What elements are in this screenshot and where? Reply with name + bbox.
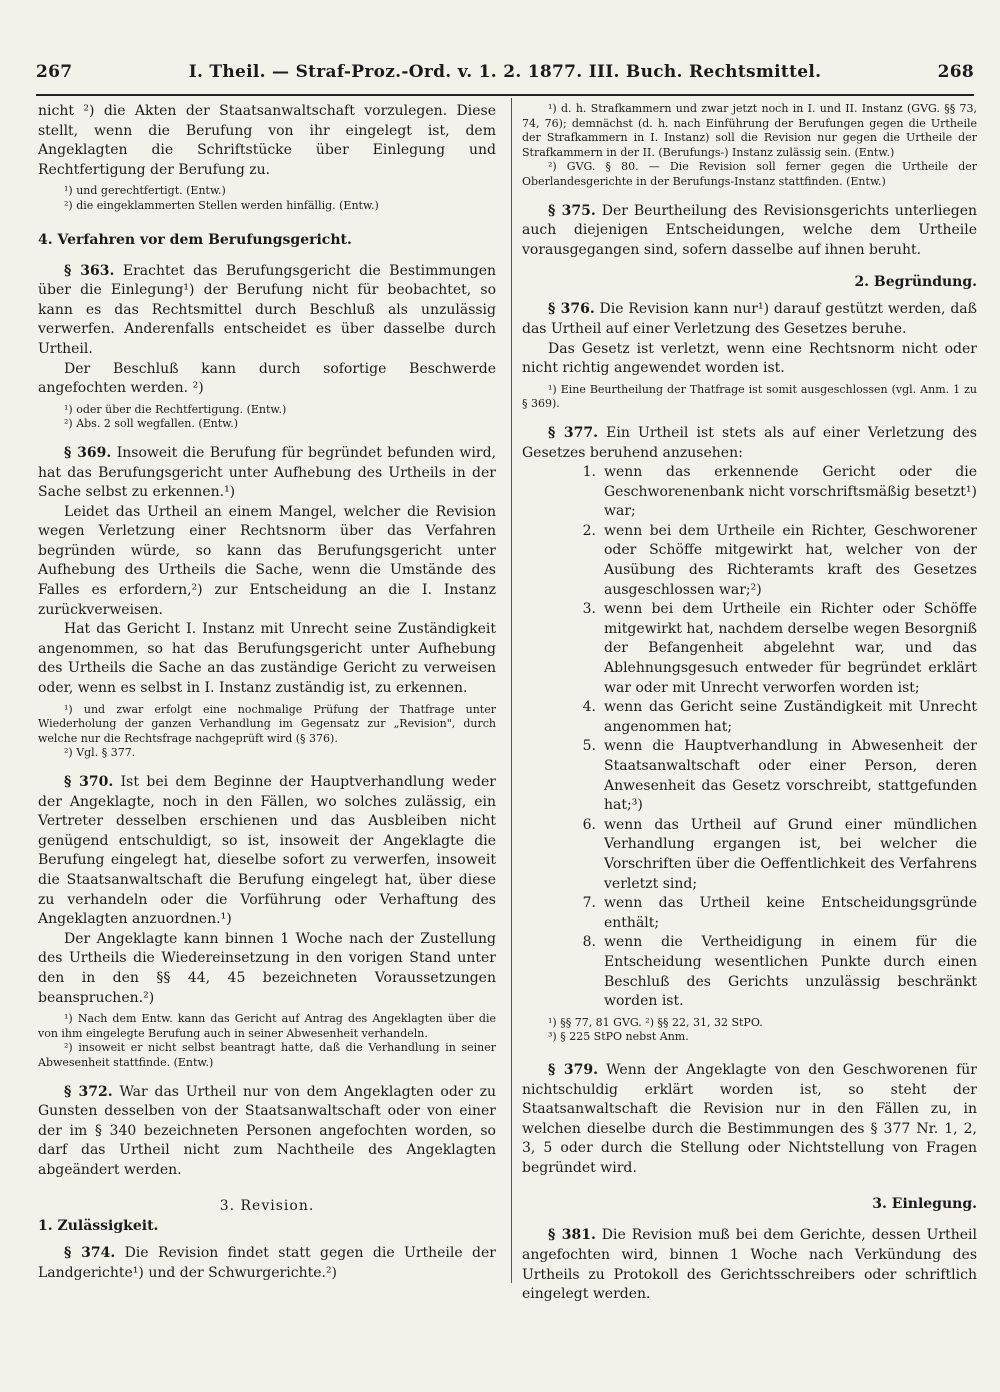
section-number: § 377.: [548, 424, 598, 441]
footnote: ¹) und zwar erfolgt eine nochmalige Prüfung der Thatfrage unter Wiederholung der ganzen Verhandlung im Gegensatz zur „Revision", durch welche nur die Rechtsfrage nachgeprüft wird (§ 376).: [38, 702, 496, 745]
paragraph-text: Ist bei dem Beginne der Hauptverhandlung weder der Angeklagte, noch in den Fällen, wo solches zulässig, ein Vertreter desselben erschienen und das Ausbleiben nicht genügend entschuldigt, so ist, insoweit der Angeklagte die Berufung eingelegt hat, dieselbe sofort zu verwerfen, insoweit die Staatsanwaltschaft die Berufung eingelegt hat, über diese zu verhandeln oder die Vorführung oder Verhaftung des Angeklagten anzuordnen.¹): [38, 774, 496, 928]
paragraph: Der Angeklagte kann binnen 1 Woche nach der Zustellung des Urtheils die Wiedereinsetzung in den vorigen Stand unter den in den §§ 44, 45 bezeichneten Voraussetzungen beanspruchen.²): [38, 930, 496, 1006]
section-heading: 1. Zulässigkeit.: [38, 1218, 159, 1235]
item-number: 8.: [582, 934, 596, 951]
section-number: § 369.: [64, 444, 112, 461]
section-number: § 381.: [548, 1227, 596, 1244]
section-number: § 376.: [548, 301, 595, 318]
section-number: § 374.: [64, 1245, 116, 1262]
paragraph-text: Ein Urtheil ist stets als auf einer Verletzung des Gesetzes beruhend anzusehen:: [522, 424, 977, 461]
paragraph-375: [522, 202, 977, 261]
list-item: [522, 933, 977, 1011]
section-number: § 363.: [64, 262, 115, 279]
paragraph-379: [522, 1061, 977, 1179]
item-number: 5.: [582, 738, 596, 755]
item-number: 3.: [582, 601, 596, 618]
running-header: [36, 62, 974, 92]
section-number: § 370.: [64, 774, 114, 790]
list-item: [522, 522, 977, 600]
paragraph-text: Der Beurtheilung des Revisionsgerichts unterliegen auch diejenigen Entscheidungen, welche dem Urtheile vorausgegangen sind, sofern dasselbe auf ihnen beruht.: [522, 202, 977, 258]
paragraph-text: Insoweit die Berufung für begründet befunden wird, hat das Berufungsgericht unter Aufhebung des Urtheils in der Sache selbst zu erkennen.¹): [38, 444, 497, 501]
column-divider: [511, 98, 512, 1283]
footnote: ¹) Nach dem Entw. kann das Gericht auf Antrag des Angeklagten über die von ihm eingelegte Berufung auch in seiner Abwesenheit verhandeln.: [38, 1012, 496, 1040]
list-item: [522, 698, 977, 737]
item-number: 4.: [582, 699, 596, 716]
paragraph-text: Die Revision muß bei dem Gerichte, dessen Urtheil angefochten wird, binnen 1 Woche nach Verkündung des Urtheils zu Protokoll des Gerichtsschreibers oder schriftlich eingelegt werden.: [522, 1227, 977, 1303]
list-item: [522, 816, 977, 894]
footnote: ²) insoweit er nicht selbst beantragt hatte, daß die Verhandlung in seiner Abwesenheit stattfinde. (Entw.): [38, 1041, 496, 1069]
paragraph-376: [522, 300, 977, 339]
footnote: ¹) Eine Beurtheilung der Thatfrage ist somit ausgeschlossen (vgl. Anm. 1 zu § 369).: [522, 382, 977, 411]
footnote: ²) GVG. § 80. — Die Revision soll ferner gegen die Urtheile der Oberlandesgerichte in der Berufungs-Instanz stattfinden. (Entw.): [522, 160, 977, 188]
section-heading: 2. Begründung.: [854, 274, 977, 291]
section-number: § 379.: [548, 1061, 599, 1078]
item-text: wenn das erkennende Gericht oder die Geschworenenbank nicht vorschriftsmäßig besetzt¹) war;: [604, 464, 977, 520]
item-text: wenn das Urtheil auf Grund einer mündlichen Verhandlung ergangen ist, bei welcher die Vorschriften über die Oeffentlichkeit des Verfahrens verletzt sind;: [604, 816, 977, 892]
paragraph-text: Die Revision findet statt gegen die Urtheile der Landgerichte¹) und der Schwurgerichte.²): [38, 1245, 496, 1282]
paragraph: Leidet das Urtheil an einem Mangel, welcher die Revision wegen Verletzung einer Rechtsnorm über das Verfahren begründen würde, so kann das Berufungsgericht unter Aufhebung des Urtheils die Sache, wenn die Umstände des Falles es erfordern,²) zur Entscheidung an die I. Instanz zurückverweisen.: [38, 503, 496, 618]
paragraph-369: [38, 444, 496, 503]
paragraph: Hat das Gericht I. Instanz mit Unrecht seine Zuständigkeit angenommen, so hat das Berufungsgericht unter Aufhebung des Urtheils die Sache an das zuständige Gericht zu verweisen oder, wenn es selbst in I. Instanz zuständig ist, zu erkennen.: [38, 621, 496, 697]
paragraph-372: [38, 1083, 496, 1181]
section-heading: 4. Verfahren vor dem Berufungsgericht.: [38, 231, 352, 248]
page-number-left: 267: [36, 62, 73, 82]
paragraph: nicht ²) die Akten der Staatsanwaltschaft vorzulegen. Diese stellt, wenn die Berufung von ihr eingelegt ist, dem Angeklagten die Schriftstücke über Einlegung und Rechtfertigung der Berufung zu.: [38, 103, 496, 178]
page-number-right: 268: [937, 62, 974, 82]
item-text: wenn das Urtheil keine Entscheidungsgründe enthält;: [604, 895, 977, 931]
part-title: 3. Revision.: [219, 1198, 315, 1215]
item-text: wenn die Vertheidigung in einem für die Entscheidung wesentlichen Punkte durch einen Beschluß des Gerichts unzulässig beschränkt worden ist.: [604, 934, 977, 1010]
left-column: [38, 102, 496, 1284]
paragraph-363: [38, 262, 496, 360]
footnote: ¹) oder über die Rechtfertigung. (Entw.): [64, 402, 287, 416]
paragraph-text: Erachtet das Berufungsgericht die Bestimmungen über die Einlegung¹) der Berufung nicht für beobachtet, so kann es das Rechtsmittel durch Beschluß als unzulässig verwerfen. Anderenfalls entscheidet es über dasselbe durch Urtheil.: [38, 262, 497, 357]
list-item: [522, 737, 977, 815]
paragraph: Das Gesetz ist verletzt, wenn eine Rechtsnorm nicht oder nicht richtig angewendet worden ist.: [522, 340, 977, 377]
item-text: wenn bei dem Urtheile ein Richter, Geschworener oder Schöffe mitgewirkt hat, welcher von der Ausübung des Richteramts kraft des Gesetzes ausgeschlossen war;²): [604, 522, 977, 598]
footnote: ²) Abs. 2 soll wegfallen. (Entw.): [64, 417, 239, 431]
footnote: ²) die eingeklammerten Stellen werden hinfällig. (Entw.): [64, 198, 379, 212]
item-text: wenn die Hauptverhandlung in Abwesenheit der Staatsanwaltschaft oder einer Person, deren Anwesenheit das Gesetz vorschreibt, stattgefunden hat;³): [604, 738, 977, 814]
paragraph-370: [38, 773, 496, 930]
list-item: [522, 894, 977, 933]
item-text: wenn bei dem Urtheile ein Richter oder Schöffe mitgewirkt hat, nachdem derselbe wegen Besorgniß der Befangenheit abgelehnt war, und das Ablehnungsgesuch entweder für begründet erklärt war oder mit Unrecht verworfen worden ist;: [604, 601, 977, 696]
footnote: ²) Vgl. § 377.: [64, 746, 136, 760]
list-item: [522, 600, 977, 698]
paragraph-text: War das Urtheil nur von dem Angeklagten oder zu Gunsten desselben von der Staatsanwaltschaft oder von einer der im § 340 bezeichneten Personen angefochten worden, so darf das Urtheil nicht zum Nachtheile des Angeklagten abgeändert werden.: [38, 1083, 496, 1178]
footnote: ¹) §§ 77, 81 GVG. ²) §§ 22, 31, 32 StPO.: [548, 1015, 763, 1029]
item-number: 2.: [582, 522, 596, 539]
section-number: § 375.: [548, 202, 596, 219]
list-item: [522, 463, 977, 522]
footnote: ¹) und gerechtfertigt. (Entw.): [64, 184, 226, 198]
footnote: ³) § 225 StPO nebst Anm.: [548, 1030, 689, 1044]
footnote: ¹) d. h. Strafkammern und zwar jetzt noch in I. und II. Instanz (GVG. §§ 73, 74, 76); demnächst (d. h. nach Einführung der Berufungen gegen die Urtheile der Strafkammern in I. Instanz) soll die Revision nur gegen die Urtheile der Strafkammern in der II. (Berufungs-) Instanz zulässig sein. (Entw.): [522, 102, 977, 159]
paragraph-381: [522, 1226, 977, 1304]
item-number: 1.: [582, 464, 596, 481]
item-number: 7.: [582, 895, 596, 912]
right-column: [522, 102, 977, 1305]
item-text: wenn das Gericht seine Zuständigkeit mit Unrecht angenommen hat;: [604, 699, 977, 735]
item-number: 6.: [582, 816, 596, 833]
running-title: I. Theil. — Straf-Proz.-Ord. v. 1. 2. 1877. III. Buch. Rechtsmittel.: [188, 62, 822, 82]
paragraph-text: Die Revision kann nur¹) darauf gestützt werden, daß das Urtheil auf einer Verletzung des Gesetzes beruhe.: [522, 301, 977, 337]
paragraph-377: [522, 424, 977, 463]
paragraph-374: [38, 1244, 496, 1283]
numbered-list: [522, 463, 977, 1012]
section-number: § 372.: [64, 1083, 113, 1100]
paragraph: Der Beschluß kann durch sofortige Beschwerde angefochten werden. ²): [38, 360, 496, 397]
paragraph-text: Wenn der Angeklagte von den Geschworenen für nichtschuldig erklärt worden ist, so steht der Staatsanwaltschaft die Revision nur in den Fällen zu, in welchen dieselbe durch die Bestimmungen des § 377 Nr. 1, 2, 3, 5 oder durch die Stellung oder Nichtstellung von Fragen begründet wird.: [522, 1061, 977, 1176]
header-rule: [36, 94, 974, 96]
section-heading: 3. Einlegung.: [872, 1196, 977, 1213]
